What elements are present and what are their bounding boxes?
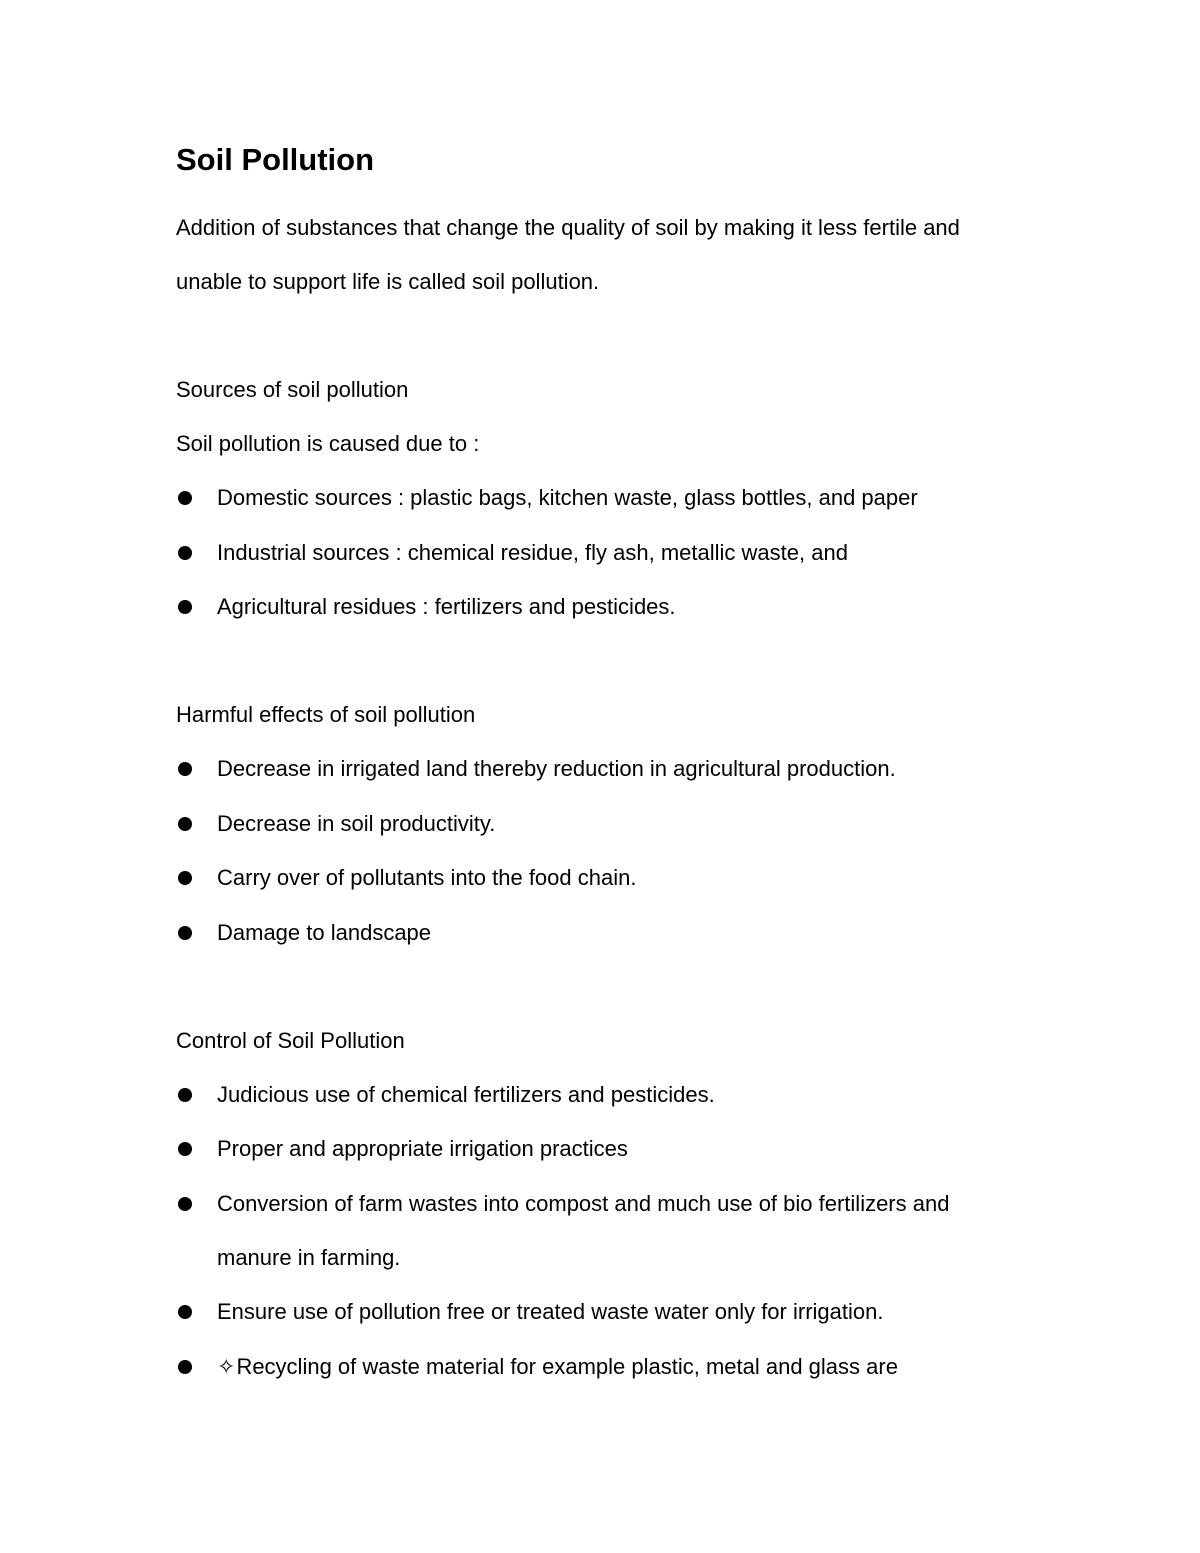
list-item-text: Recycling of waste material for example plastic, metal and glass are xyxy=(236,1354,898,1379)
bullet-icon xyxy=(178,817,192,831)
list-item-text: Judicious use of chemical fertilizers and pesticides. xyxy=(217,1082,715,1107)
bullet-icon xyxy=(178,1197,192,1211)
bullet-icon xyxy=(178,1088,192,1102)
bullet-icon xyxy=(178,1305,192,1319)
list-item-text-wrapper xyxy=(217,1353,898,1381)
list-item-text: Conversion of farm wastes into compost and much use of bio fertilizers and xyxy=(217,1191,950,1216)
list-item-text: Ensure use of pollution free or treated waste water only for irrigation. xyxy=(217,1299,884,1324)
list-item-text: Carry over of pollutants into the food chain. xyxy=(217,865,637,890)
list-item-text: Industrial sources : chemical residue, fly ash, metallic waste, and xyxy=(217,540,848,565)
bullet-icon xyxy=(178,491,192,505)
sources-heading: Sources of soil pollution xyxy=(176,377,409,402)
sparkle-icon: ✧ xyxy=(217,1354,236,1379)
list-item-text: Decrease in irrigated land thereby reduction in agricultural production. xyxy=(217,756,896,781)
bullet-icon xyxy=(178,871,192,885)
page-title: Soil Pollution xyxy=(176,142,375,177)
control-heading: Control of Soil Pollution xyxy=(176,1028,405,1053)
bullet-icon xyxy=(178,600,192,614)
intro-paragraph-line-2: unable to support life is called soil pollution. xyxy=(176,269,600,294)
bullet-icon xyxy=(178,926,192,940)
bullet-icon xyxy=(178,546,192,560)
list-item-text: Damage to landscape xyxy=(217,920,432,945)
bullet-icon xyxy=(178,762,192,776)
list-item-continuation: manure in farming. xyxy=(217,1245,401,1270)
list-item-text: Decrease in soil productivity. xyxy=(217,811,496,836)
effects-heading: Harmful effects of soil pollution xyxy=(176,702,476,727)
sources-lead: Soil pollution is caused due to : xyxy=(176,431,480,456)
list-item-text: Proper and appropriate irrigation practices xyxy=(217,1136,628,1161)
list-item-text: Domestic sources : plastic bags, kitchen waste, glass bottles, and paper xyxy=(217,485,918,510)
bullet-icon xyxy=(178,1360,192,1374)
list-item-text: Agricultural residues : fertilizers and pesticides. xyxy=(217,594,676,619)
bullet-icon xyxy=(178,1142,192,1156)
intro-paragraph-line-1: Addition of substances that change the quality of soil by making it less fertile and xyxy=(176,215,960,240)
